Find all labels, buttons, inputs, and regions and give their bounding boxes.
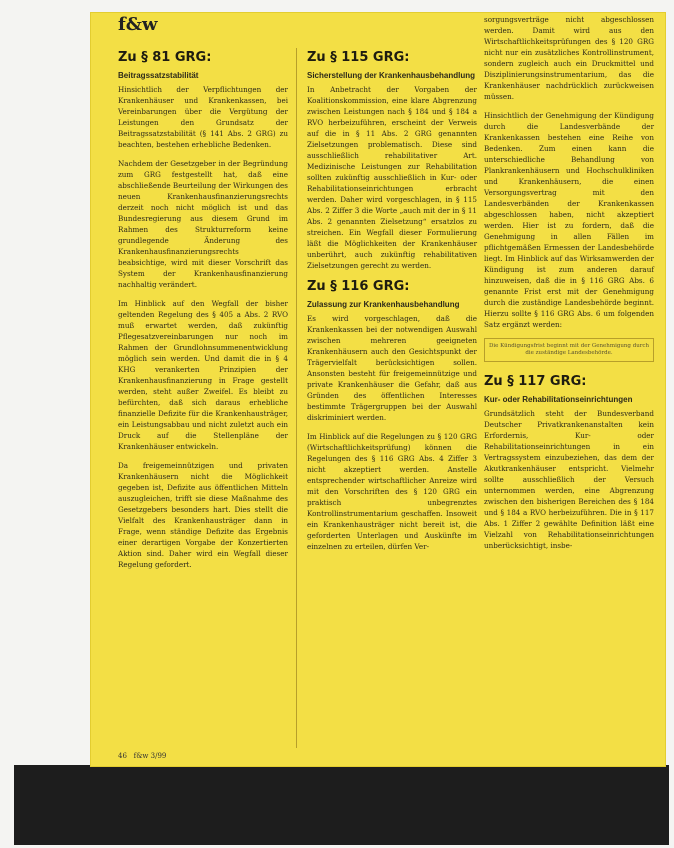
paragraph: sorgungsverträge nicht abgeschlossen werden. Damit wird aus den Wirtschaftlichkeitsprüfungen des § 120 GRG nicht nur ein zusätzliches Kontrollinstrument, sondern zugleich auch ein Druckmittel und Disziplinierungsinstrumentarium, das die Krankenhäuser nachdrücklich zurückweisen müssen. [484,15,654,101]
section-heading: Zu § 115 GRG: [307,50,410,65]
paragraph: Nachdem der Gesetzgeber in der Begründung zum GRG festgestellt hat, daß eine abschließende Beurteilung der Wirkungen des neuen Krankenhausfinanzierungsrechts derzeit noch nicht möglich ist und das Bundesregierung aus diesem Grund im Rahmen des Strukturreform keine grundlegende Änderung des Krankenhausfinanzierungsrechts beabsichtige, wird mit dieser Vorschrift das System der Krankenhausfinanzierung nachhaltig verändert. [118,159,288,289]
section-subheading: Sicherstellung der Krankenhausbehandlung [307,71,476,80]
column-1 [118,50,288,578]
paragraph: Im Hinblick auf die Regelungen zu § 120 GRG (Wirtschaftlichkeitsprüfung) können die Regelungen des § 116 GRG Abs. 4 Ziffer 3 nicht akzeptiert werden. Anstelle entsprechender wirtschaftlicher Anreize wird mit den Vorschriften des § 120 GRG ein praktisch unbegrenztes Kontrollinstrumentarium geschaffen. Insoweit ein Krankenhausträger nicht bereit ist, die geforderten Unterlagen und Auskünfte im einzelnen zu erteilen, dürfen Ver- [307,432,477,551]
publication-ref: f&w 3/99 [133,752,167,760]
section-heading: Zu § 81 GRG: [118,50,212,65]
column-rule [296,48,297,748]
paragraph: Im Hinblick auf den Wegfall der bisher geltenden Regelung des § 405 a Abs. 2 RVO muß erwartet werden, daß zukünftig Pflegesatzvereinbarungen nur noch im Rahmen der Grundlohnsummenentwicklung möglich sein werden. Und damit die in § 4 KHG verankerten Prinzipien der Krankenhausfinanzierung in Frage gestellt werden, steht außer Zweifel. Es bleibt zu befürchten, daß sich daraus erhebliche finanzielle Defizite für die Krankenhausträger, ein Leistungsabbau und nicht zuletzt auch ein Druck auf die Stellenpläne der Krankenhäuser entwickeln. [118,299,288,451]
column-3 [484,14,654,559]
section-heading: Zu § 116 GRG: [307,279,410,294]
paragraph: Grundsätzlich steht der Bundesverband Deutscher Privatkrankenanstalten kein Erfordernis, Kur- oder Rehabilitationseinrichtungen in ein Vertragssystem einzubeziehen, das dem der Akutkrankenhäuser entspricht. Vielmehr sollte ausschließlich der Versuch unternommen werden, eine Abgrenzung zwischen den bisherigen Bereichen des § 184 und § 184 a RVO herbeizuführen. Die in § 117 Abs. 1 Ziffer 2 gewählte Definition läßt eine Vielzahl von Rehabilitationseinrichtungen unberücksichtigt, insbe- [484,409,654,550]
section-heading: Zu § 117 GRG: [484,374,587,389]
page-footer [118,752,166,760]
paragraph: In Anbetracht der Vorgaben der Koalitionskommission, eine klare Abgrenzung zwischen Leistungen nach § 184 und § 184 a RVO herbeizuführen, erscheint der Verweis auf die in § 11 Abs. 2 GRG genannten Zielsetzungen problematisch. Diese sind ausschließlich rehabilitativer Art. Medizinische Leistungen zur Rehabilitation sollten zukünftig ausschließlich in Kur- oder Rehabilitationseinrichtungen erbracht werden. Daher wird vorgeschlagen, in § 115 Abs. 2 Ziffer 3 die Worte „auch mit der in § 11 Abs. 2 genannten Zielsetzung“ ersatzlos zu streichen. Ein Wegfall dieser Formulierung läßt die Möglichkeiten der Krankenhäuser unberührt, auch zukünftig rehabilitativen Zielsetzungen gerecht zu werden. [307,85,477,270]
magazine-logo: f&w [118,14,158,35]
page-number: 46 [118,752,127,760]
column-2 [307,50,477,560]
paragraph: Hinsichtlich der Verpflichtungen der Krankenhäuser und Krankenkassen, bei Vereinbarungen über die Vergütung der Leistungen den Grundsatz der Beitragssatzstabilität (§ 141 Abs. 2 GRG) zu beachten, bestehen erhebliche Bedenken. [118,85,288,149]
proposed-text-box: Die Kündigungsfrist beginnt mit der Genehmigung durch die zuständige Landesbehörde. [484,338,654,362]
paragraph: Es wird vorgeschlagen, daß die Krankenkassen bei der notwendigen Auswahl zwischen mehreren geeigneten Krankenhäusern auch den Gesichtspunkt der Trägervielfalt berücksichtigen sollen. Ansonsten besteht für freigemeinnützige und private Krankenhäuser die Gefahr, daß aus Gründen des öffentlichen Interesses bestimmte Trägergruppen bei der Auswahl diskriminiert werden. [307,314,477,422]
paragraph: Hinsichtlich der Genehmigung der Kündigung durch die Landesverbände der Krankenkassen bestehen eine Reihe von Bedenken. Zum einen kann die unterschiedliche Behandlung von Plankrankenhäusern und Hochschulkliniken und Krankenhäusern, die einen Versorgungsvertrag mit den Landesverbänden der Krankenkassen abgeschlossen haben, nicht akzeptiert werden. Hier ist zu fordern, daß die Genehmigung in allen Fällen im pflichtgemäßen Ermessen der Landesbehörde liegt. Im Hinblick auf das Wirksamwerden der Kündigung ist zum anderen darauf hinzuweisen, daß die in § 116 GRG Abs. 6 genannte Frist erst mit der Genehmigung durch die zuständige Landesbehörde beginnt. Hierzu sollte § 116 GRG Abs. 6 um folgenden Satz ergänzt werden: [484,111,654,329]
section-subheading: Beitragssatzstabilität [118,71,199,80]
section-subheading: Kur- oder Rehabilitationseinrichtungen [484,395,633,404]
scan-background [14,765,669,845]
section-subheading: Zulassung zur Krankenhausbehandlung [307,300,460,309]
paragraph: Da freigemeinnützigen und privaten Krankenhäusern nicht die Möglichkeit gegeben ist, Defizite aus öffentlichen Mitteln auszugleichen, trifft sie diese Maßnahme des Gesetzgebers besonders hart. Dies stellt die Vielfalt des Krankenhausträger dann in Frage, wenn ständige Defizite das Ergebnis einer derartigen Vorgabe der Konzertierten Aktion sind. Daher wird ein Wegfall dieser Regelung gefordert. [118,461,288,569]
